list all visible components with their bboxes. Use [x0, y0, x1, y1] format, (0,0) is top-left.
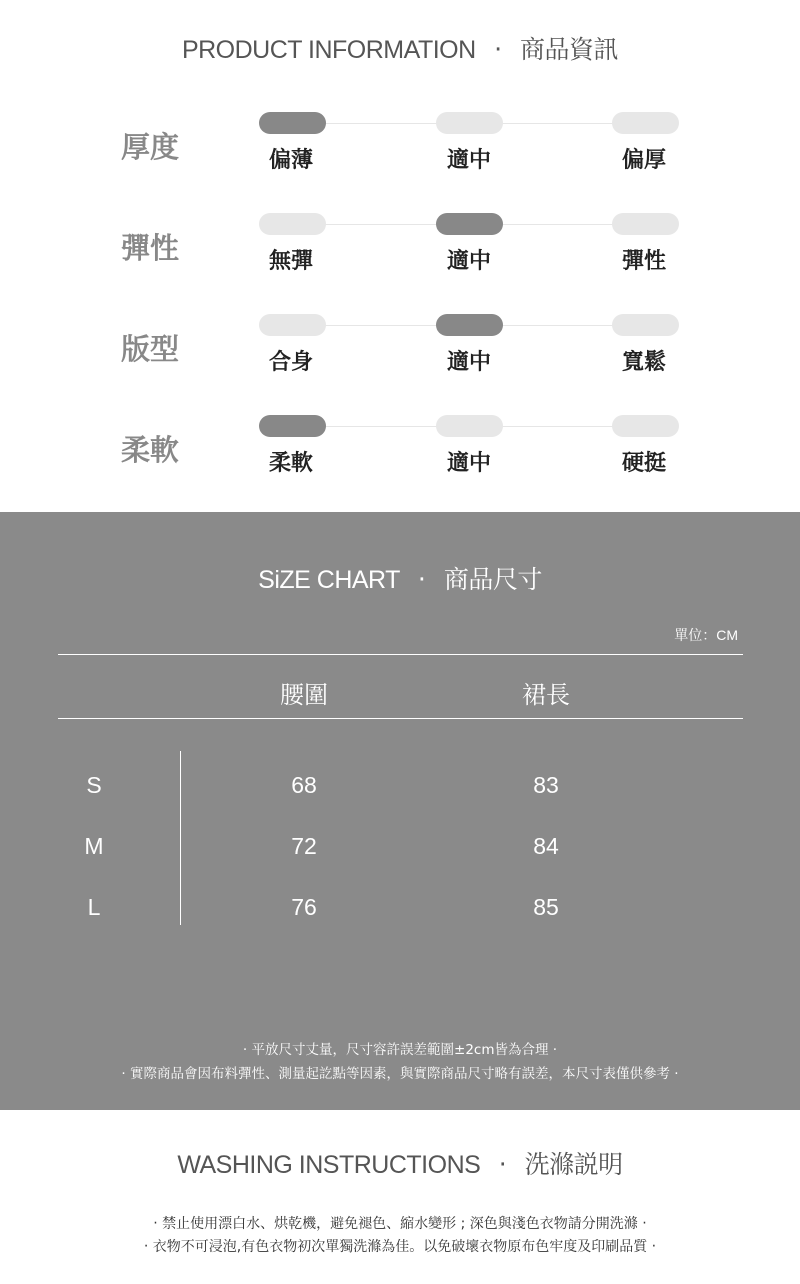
scale-pill-1 [259, 314, 326, 336]
washing-line-2: ‧ 衣物不可浸泡,有色衣物初次單獨洗滌為佳。以免破壞衣物原布色牢度及印刷品質 ‧ [143, 1239, 657, 1255]
attribute-row-fit [0, 313, 800, 393]
washing-title-zh: 洗滌説明 [524, 1150, 623, 1179]
length-value: 85 [533, 894, 559, 920]
product-info-title-en: PRODUCT INFORMATION [181, 36, 476, 64]
title-separator: ‧ [417, 566, 426, 594]
option-label-2: 適中 [447, 451, 492, 476]
product-info-title [0, 30, 800, 66]
size-label: L [87, 894, 101, 920]
length-value: 83 [533, 772, 559, 798]
scale-pill-2 [436, 314, 503, 336]
option-label-1: 合身 [269, 350, 314, 375]
size-label: M [84, 833, 104, 859]
unit-label: 單位：CM [674, 627, 738, 643]
attribute-label: 厚度 [121, 130, 180, 164]
waist-value: 72 [291, 833, 317, 859]
scale-pill-3 [612, 314, 679, 336]
attribute-row-thickness [0, 111, 800, 191]
waist-value: 68 [291, 772, 317, 798]
scale-pill-3 [612, 213, 679, 235]
scale-pill-2 [436, 213, 503, 235]
option-label-1: 偏薄 [269, 148, 314, 173]
title-separator: ‧ [494, 36, 502, 64]
scale-pill-2 [436, 112, 503, 134]
product-info-title-zh: 商品資訊 [520, 35, 619, 64]
option-label-1: 柔軟 [269, 451, 314, 476]
size-chart-title-en: SiZE CHART [258, 566, 400, 594]
scale-pill-3 [612, 415, 679, 437]
size-chart-title [0, 560, 800, 596]
scale-pill-1 [259, 213, 326, 235]
washing-line-1: ‧ 禁止使用漂白水、烘乾機，避免褪色、縮水變形 ; 深色與淺色衣物請分開洗滌 ‧ [153, 1216, 647, 1232]
scale-pill-2 [436, 415, 503, 437]
scale-pill-3 [612, 112, 679, 134]
washing-title-en: WASHING INSTRUCTIONS [177, 1151, 481, 1179]
size-chart-title-zh: 商品尺寸 [443, 565, 542, 594]
size-chart-section [0, 512, 800, 1110]
table-header-rule [58, 718, 743, 719]
option-label-1: 無彈 [269, 249, 314, 274]
scale-pill-1 [259, 112, 326, 134]
option-label-3: 偏厚 [622, 148, 667, 173]
option-label-2: 適中 [447, 148, 492, 173]
attribute-label: 彈性 [121, 231, 180, 265]
title-separator: ‧ [498, 1151, 507, 1179]
option-label-3: 硬挺 [622, 451, 667, 476]
column-header-length: 裙長 [522, 681, 570, 709]
attribute-row-softness [0, 414, 800, 494]
waist-value: 76 [291, 894, 317, 920]
size-note-2: ‧ 實際商品會因布料彈性、測量起訖點等因素，與實際商品尺寸略有誤差，本尺寸表僅供參考 ‧ [121, 1066, 679, 1082]
size-note-1: ‧ 平放尺寸丈量，尺寸容許誤差範圍±2cm皆為合理 ‧ [242, 1042, 558, 1058]
option-label-2: 適中 [447, 249, 492, 274]
attribute-label: 版型 [121, 332, 180, 366]
attribute-row-elasticity [0, 212, 800, 292]
length-value: 84 [533, 833, 559, 859]
scale-pill-1 [259, 415, 326, 437]
option-label-3: 彈性 [622, 249, 667, 274]
attribute-label: 柔軟 [121, 433, 180, 467]
column-header-waist: 腰圍 [280, 681, 328, 709]
washing-title [0, 1145, 800, 1181]
size-label: S [86, 772, 102, 798]
table-top-rule [58, 654, 743, 655]
table-column-divider [180, 751, 181, 925]
option-label-3: 寬鬆 [622, 350, 667, 375]
option-label-2: 適中 [447, 350, 492, 375]
